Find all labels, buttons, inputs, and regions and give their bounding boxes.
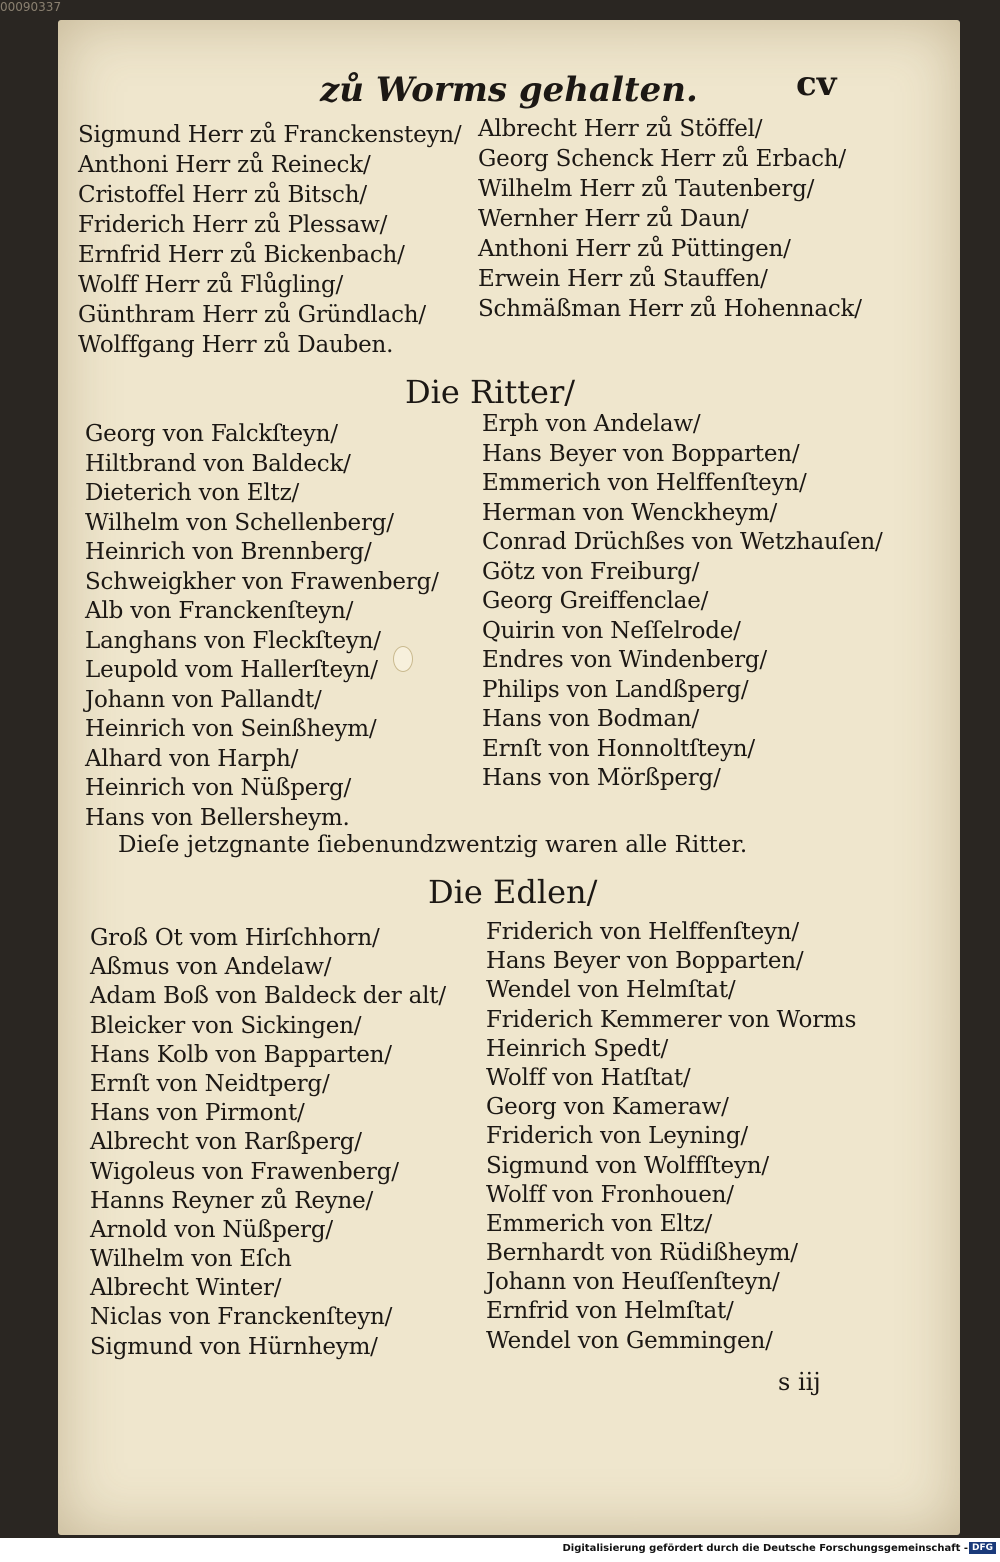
funding-notice: Digitalisierung gefördert durch die Deutsche Forschungsgemeinschaft - <box>562 1543 968 1554</box>
edlen-list-left <box>90 924 446 1362</box>
herren-entry: Anthoni Herr zů Püttingen/ <box>478 236 791 262</box>
edlen-entry: Sigmund von Hürnheym/ <box>90 1333 378 1360</box>
ritter-entry: Emmerich von Helffenſteyn/ <box>482 470 807 496</box>
herren-entry: Günthram Herr zů Gründlach/ <box>78 302 426 328</box>
ritter-list-right <box>482 410 883 794</box>
edlen-entry: Sigmund von Wolffſteyn/ <box>486 1152 769 1179</box>
ritter-entry: Georg Greiffenclae/ <box>482 588 709 614</box>
ritter-entry: Alb von Franckenſteyn/ <box>85 598 354 624</box>
ritter-entry: Hans von Bodman/ <box>482 706 700 732</box>
herren-list-left <box>78 120 461 360</box>
edlen-entry: Groß Ot vom Hirſchhorn/ <box>90 925 380 951</box>
herren-entry: Wolff Herr zů Flůgling/ <box>78 272 344 298</box>
ritter-entry: Hiltbrand von Baldeck/ <box>85 450 351 477</box>
ritter-entry: Hans Beyer von Bopparten/ <box>482 440 800 467</box>
herren-entry: Anthoni Herr zů Reineck/ <box>78 152 371 178</box>
herren-entry: Albrecht Herr zů Stöffel/ <box>478 116 763 142</box>
ritter-entry: Heinrich von Nüßperg/ <box>85 775 352 801</box>
herren-entry: Erwein Herr zů Stauffen/ <box>478 266 768 292</box>
ritter-entry: Wilhelm von Schellenberg/ <box>85 509 394 536</box>
edlen-entry: Ernfrid von Helmſtat/ <box>486 1298 734 1325</box>
ritter-entry: Erph von Andelaw/ <box>482 411 701 437</box>
edlen-entry: Wendel von Helmſtat/ <box>486 977 736 1004</box>
herren-entry: Wernher Herr zů Daun/ <box>478 206 749 232</box>
footer-bar <box>0 1538 1000 1562</box>
edlen-entry: Ernſt von Neidtperg/ <box>90 1070 330 1097</box>
edlen-entry: Aßmus von Andelaw/ <box>90 954 332 981</box>
edlen-entry: Bernhardt von Rüdißheym/ <box>486 1240 798 1267</box>
ritter-entry: Heinrich von Brennberg/ <box>85 539 372 565</box>
edlen-entry: Wolff von Fronhouen/ <box>486 1181 734 1208</box>
edlen-entry: Adam Boß von Baldeck der alt/ <box>90 983 446 1010</box>
herren-entry: Sigmund Herr zů Franckensteyn/ <box>78 122 462 148</box>
ritter-entry: Heinrich von Seinßheym/ <box>85 716 377 742</box>
archive-id: 00090337 <box>0 0 62 14</box>
herren-entry: Georg Schenck Herr zů Erbach/ <box>478 146 846 172</box>
herren-entry: Wolffgang Herr zů Dauben. <box>78 332 394 358</box>
edlen-entry: Wendel von Gemmingen/ <box>486 1327 773 1354</box>
ritter-entry: Schweigkher von Frawenberg/ <box>85 568 439 595</box>
herren-entry: Schmäßman Herr zů Hohennack/ <box>478 296 862 322</box>
folio-number: cv <box>796 64 837 104</box>
edlen-entry: Hans Kolb von Bapparten/ <box>90 1041 392 1068</box>
edlen-entry: Albrecht Winter/ <box>90 1275 282 1302</box>
herren-entry: Wilhelm Herr zů Tautenberg/ <box>478 176 815 202</box>
ritter-entry: Georg von Falckſteyn/ <box>85 421 338 447</box>
ritter-summary-note: Dieſe jetzgnante ſiebenundzwentzig waren alle Ritter. <box>118 832 748 858</box>
running-title: zů Worms gehalten. <box>320 70 698 110</box>
edlen-list-right <box>486 918 856 1356</box>
edlen-entry: Johann von Heuſſenſteyn/ <box>486 1269 780 1296</box>
ritter-entry: Ernſt von Honnoltſteyn/ <box>482 735 755 762</box>
dfg-logo: DFG <box>969 1542 996 1554</box>
edlen-entry: Hans von Pirmont/ <box>90 1100 305 1127</box>
ritter-list-left <box>85 420 439 833</box>
ritter-entry: Hans von Mörßperg/ <box>482 765 721 791</box>
ritter-entry: Endres von Windenberg/ <box>482 647 767 673</box>
edlen-entry: Hans Beyer von Bopparten/ <box>486 948 804 975</box>
edlen-entry: Wigoleus von Frawenberg/ <box>90 1158 399 1185</box>
ritter-entry: Herman von Wenckheym/ <box>482 499 778 526</box>
edlen-entry: Wolff von Hatſtat/ <box>486 1064 691 1091</box>
edlen-entry: Albrecht von Rarßperg/ <box>90 1129 362 1156</box>
edlen-entry: Emmerich von Eltz/ <box>486 1210 712 1237</box>
herren-entry: Ernfrid Herr zů Bickenbach/ <box>78 242 405 268</box>
section-heading-edlen: Die Edlen/ <box>428 873 598 911</box>
edlen-entry: Heinrich Spedt/ <box>486 1035 668 1062</box>
paper-stain <box>393 646 413 672</box>
edlen-entry: Georg von Kameraw/ <box>486 1094 729 1121</box>
signature-mark: s iij <box>778 1368 821 1396</box>
edlen-entry: Bleicker von Sickingen/ <box>90 1012 362 1039</box>
ritter-entry: Conrad Drüchßes von Wetzhauſen/ <box>482 529 883 555</box>
ritter-entry: Dieterich von Eltz/ <box>85 480 300 506</box>
herren-list-right <box>478 114 862 324</box>
ritter-entry: Johann von Pallandt/ <box>85 686 322 713</box>
ritter-entry: Langhans von Fleckſteyn/ <box>85 627 381 654</box>
ritter-entry: Quirin von Neſſelrode/ <box>482 617 741 644</box>
edlen-entry: Niclas von Franckenſteyn/ <box>90 1304 393 1331</box>
edlen-entry: Wilhelm von Eſch <box>90 1246 292 1273</box>
edlen-entry: Friderich von Leyning/ <box>486 1123 748 1150</box>
ritter-entry: Alhard von Harph/ <box>85 745 299 772</box>
edlen-entry: Hanns Reyner zů Reyne/ <box>90 1187 374 1214</box>
edlen-entry: Friderich Kemmerer von Worms <box>486 1006 857 1033</box>
section-heading-ritter: Die Ritter/ <box>405 373 576 411</box>
ritter-entry: Philips von Landßperg/ <box>482 676 749 703</box>
edlen-entry: Arnold von Nüßperg/ <box>90 1216 333 1243</box>
herren-entry: Cristoffel Herr zů Bitsch/ <box>78 182 367 208</box>
ritter-entry: Hans von Bellersheym. <box>85 804 350 831</box>
edlen-entry: Friderich von Helffenſteyn/ <box>486 919 799 945</box>
ritter-entry: Leupold vom Hallerſteyn/ <box>85 657 378 683</box>
herren-entry: Friderich Herr zů Plessaw/ <box>78 212 388 238</box>
ritter-entry: Götz von Freiburg/ <box>482 558 700 585</box>
